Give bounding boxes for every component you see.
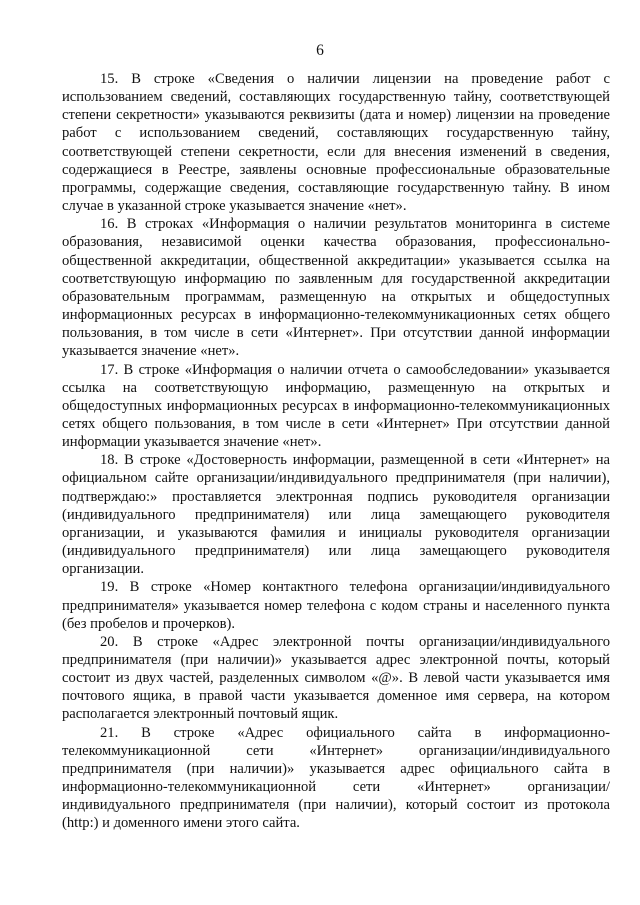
paragraph-20: 20. В строке «Адрес электронной почты организации/индивидуального предпринимателя (при наличии)» указывается адрес электронной почты, который состоит из двух частей, разделенных символом «@». В левой части указывается имя почтового ящика, в правой части указывается доменное имя сервера, на котором располагается электронный почтовый ящик. <box>62 633 610 723</box>
paragraph-17: 17. В строке «Информация о наличии отчета о самообследовании» указывается ссылка на соответствующую информацию, размещенную на открытых и общедоступных информационных ресурсах в информационно-телекоммуникационных сетях общего пользования, в том числе в сети «Интернет» При отсутствии данной информации указывается значение «нет». <box>62 361 610 451</box>
page-number: 6 <box>316 42 324 59</box>
paragraph-16: 16. В строках «Информация о наличии результатов мониторинга в системе образования, независимой оценки качества образования, профессионально-общественной аккредитации, общественной аккредитации» указывается ссылка на соответствующую информацию по заявленным для государственной аккредитации образовательным программам, размещенную на открытых и общедоступных информационных ресурсах в информационно-телекоммуникационных сетях общего пользования, в том числе в сети «Интернет». При отсутствии данной информации указывается значение «нет». <box>62 216 610 360</box>
paragraph-19: 19. В строке «Номер контактного телефона организации/индивидуального предпринимателя» указывается номер телефона с кодом страны и населенного пункта (без пробелов и прочерков). <box>62 579 610 632</box>
paragraph-15: 15. В строке «Сведения о наличии лицензии на проведение работ с использованием сведений, составляющих государственную тайну, соответствующей степени секретности» указываются реквизиты (дата и номер) лицензии на проведение работ с использованием сведений, составляющих государственную тайну, соответствующей степени секретности, если для внесения изменений в сведения, содержащиеся в Реестре, заявлены основные профессиональные образовательные программы, содержащие сведения, составляющие государственную тайну. В ином случае в указанной строке указывается значение «нет». <box>62 71 610 215</box>
document-body <box>62 70 610 833</box>
paragraph-18: 18. В строке «Достоверность информации, размещенной в сети «Интернет» на официальном сайте организации/индивидуального предпринимателя (при наличии), подтверждаю:» проставляется электронная подпись руководителя организации (индивидуального предпринимателя) или лица замещающего руководителя организации, и указываются фамилия и инициалы руководителя организации (индивидуального предпринимателя) или лица замещающего руководителя организации. <box>62 452 610 578</box>
paragraph-21: 21. В строке «Адрес официального сайта в информационно-телекоммуникационной сети «Интернет» организации/индивидуального предпринимателя (при наличии)» указывается адрес официального сайта в информационно-телекоммуникационной сети «Интернет» организации/индивидуального предпринимателя (при наличии), который состоит из протокола (http:) и доменного имени этого сайта. <box>62 724 610 832</box>
